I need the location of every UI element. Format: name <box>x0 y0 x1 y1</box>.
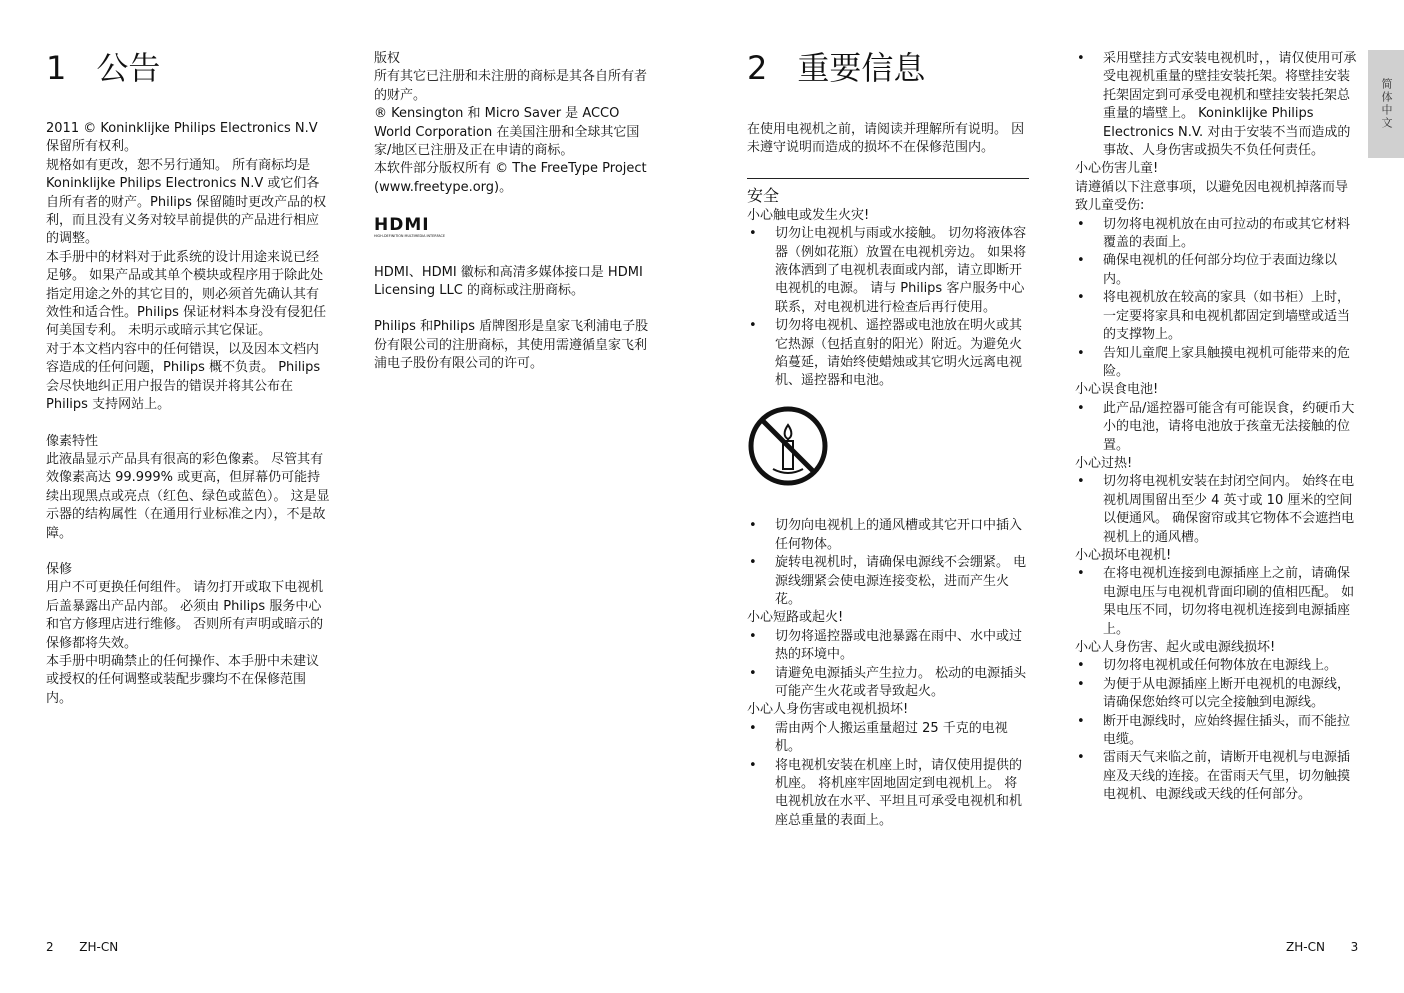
short-circuit-list <box>747 628 1029 702</box>
list-item: • 告知儿童爬上家具触摸电视机可能带来的危险。 <box>1075 345 1359 382</box>
safety-heading: 安全 <box>747 185 780 205</box>
hdmi-logo <box>374 215 464 245</box>
fire-list-2 <box>747 517 1029 609</box>
list-item: • 需由两个人搬运重量超过 25 千克的电视机。 <box>747 720 1029 757</box>
list-item: • 在将电视机连接到电源插座上之前，请确保电源电压与电视机背面印刷的值相匹配。 如果电压不同，切勿将电视机连接到电源插座上。 <box>1075 565 1359 639</box>
list-item: • 确保电视机的任何部分均位于表面边缘以内。 <box>1075 252 1359 289</box>
warranty-heading: 保修 <box>46 561 73 577</box>
list-item: • 切勿向电视机上的通风槽或其它开口中插入任何物体。 <box>747 517 1029 554</box>
list-item: • 切勿让电视机与雨或水接触。 切勿将液体容器（例如花瓶）放置在电视机旁边。 如果将液体洒到了电视机表面或内部，请立即断开电视机的电源。 请与 Philips 客户服务中心联系，对电视机进行检查后再行使用。 <box>747 225 1029 317</box>
list-item: • 雷雨天气来临之前，请断开电视机与电源插座及天线的连接。在雷雨天气里，切勿触摸电视机、电源线或天线的任何部分。 <box>1075 749 1359 804</box>
list-item: • 请避免电源插头产生拉力。 松动的电源插头可能产生火花或者导致起火。 <box>747 665 1029 702</box>
list-item: • 采用壁挂方式安装电视机时，，请仅使用可承受电视机重量的壁挂安装托架。将壁挂安装托架固定到可承受电视机和壁挂安装托架总重量的墙壁上。 Koninklijke Philips Electronics N.V. 对由于安装不当而造成的事故、人身伤害或损失不负任何责任。 <box>1075 50 1359 160</box>
footer-language: ZH-CN <box>1286 940 1325 954</box>
list-item: • 切勿将电视机放在由可拉动的布或其它材料覆盖的表面上。 <box>1075 216 1359 253</box>
no-candle-icon <box>747 405 1029 493</box>
notice-paragraph: 本手册中的材料对于此系统的设计用途来说已经足够。 如果产品或其单个模块或程序用于除此处指定用途之外的其它目的，则必须首先确认其有效性和适合性。Philips 保证材料本身没有侵犯任何美国专利。 未明示或暗示其它保证。 <box>46 249 327 339</box>
warranty-paragraph: 本手册中明确禁止的任何操作、本手册中未建议或授权的任何调整或装配步骤均不在保修范围内。 <box>46 653 320 706</box>
child-heading: 小心伤害儿童! <box>1075 161 1159 177</box>
notice-paragraph: 对于本文档内容中的任何错误，以及因本文档内容造成的任何问题，Philips 概不负责。 Philips 会尽快地纠正用户报告的错误并将其公布在 Philips 支持网站上。 <box>46 341 321 413</box>
philips-paragraph: Philips 和Philips 盾牌图形是皇家飞利浦电子股份有限公司的注册商标，其使用需遵循皇家飞利浦电子股份有限公司的许可。 <box>374 319 649 372</box>
list-item: • 断开电源线时，应始终握住插头，而不能拉电缆。 <box>1075 713 1359 750</box>
battery-heading: 小心误食电池! <box>1075 382 1159 398</box>
injury-list <box>747 720 1029 830</box>
svg-text:HDMI: HDMI <box>374 215 430 236</box>
fire-heading: 小心触电或发生火灾! <box>747 207 870 223</box>
intro-paragraph: 在使用电视机之前，请阅读并理解所有说明。 因未遵守说明而造成的损坏不在保修范围内。 <box>747 122 1025 156</box>
hdmi-paragraph: HDMI、HDMI 徽标和高清多媒体接口是 HDMI Licensing LLC 的商标或注册商标。 <box>374 264 643 299</box>
pixel-heading: 像素特性 <box>46 433 99 449</box>
warranty-paragraph: 用户不可更换任何组件。 请勿打开或取下电视机后盖暴露出产品内部。 必须由 Philips 服务中心和官方修理店进行维修。 否则所有声明或暗示的保修都将失效。 <box>46 580 324 651</box>
right-column-1 <box>747 50 1029 830</box>
tv-damage-list <box>1075 565 1359 639</box>
child-list <box>1075 216 1359 382</box>
left-column-2 <box>374 50 650 374</box>
page-number: 2 <box>46 940 54 954</box>
list-item: • 旋转电视机时，请确保电源线不会绷紧。 电源线绷紧会使电源连接变松，进而产生火花。 <box>747 554 1029 609</box>
cable-list <box>1075 657 1359 804</box>
page-number: 3 <box>1350 940 1359 954</box>
notice-paragraph: 规格如有更改，恕不另行通知。 所有商标均是Koninklijke Philips Electronics N.V 或它们各自所有者的财产。Philips 保留随时更改产品的权利，而且没有义务对较早前提供的产品进行相应的调整。 <box>46 157 327 247</box>
child-intro: 请遵循以下注意事项，以避免因电视机掉落而导致儿童受伤: <box>1075 179 1349 214</box>
footer-language: ZH-CN <box>79 940 119 954</box>
section-1-title: 1 公告 <box>46 49 161 87</box>
list-item: • 为便于从电源插座上断开电视机的电源线，请确保您始终可以完全接触到电源线。 <box>1075 676 1359 713</box>
list-item: • 切勿将电视机安装在封闭空间内。 始终在电视机周围留出至少 4 英寸或 10 厘米的空间以便通风。 确保窗帘或其它物体不会遮挡电视机上的通风槽。 <box>1075 473 1359 547</box>
copyright-paragraph: ® Kensington 和 Micro Saver 是 ACCO World Corporation 在美国注册和全球其它国家/地区已注册及正在申请的商标。 <box>374 106 640 159</box>
fire-list <box>747 225 1029 391</box>
list-item: • 将电视机放在较高的家具（如书柜）上时，一定要将家具和电视机都固定到墙壁或适当的支撑物上。 <box>1075 289 1359 344</box>
list-item: • 切勿将遥控器或电池暴露在雨中、水中或过热的环境中。 <box>747 628 1029 665</box>
cable-heading: 小心人身伤害、起火或电源线损坏! <box>1075 640 1276 655</box>
left-column-1 <box>46 50 330 708</box>
svg-text:HIGH-DEFINITION MULTIMEDIA INT: HIGH-DEFINITION MULTIMEDIA INTERFACE <box>374 234 446 239</box>
overheat-list <box>1075 473 1359 547</box>
copyright-paragraph: 所有其它已注册和未注册的商标是其各自所有者的财产。 <box>374 69 648 103</box>
notice-paragraph: 2011 © Koninklijke Philips Electronics N.V 保留所有权利。 <box>46 121 318 155</box>
section-2-title: 2 重要信息 <box>747 49 926 87</box>
copyright-heading: 版权 <box>374 51 401 66</box>
footer-right <box>1286 940 1358 954</box>
tv-damage-heading: 小心损坏电视机! <box>1075 547 1172 563</box>
footer-left <box>46 940 118 954</box>
list-item: • 切勿将电视机或任何物体放在电源线上。 <box>1075 657 1359 675</box>
battery-list <box>1075 400 1359 455</box>
injury-heading: 小心人身伤害或电视机损坏! <box>747 702 909 718</box>
pixel-paragraph: 此液晶显示产品具有很高的彩色像素。 尽管其有效像素高达 99.999% 或更高，但屏幕仍可能持续出现黑点或亮点（红色、绿色或蓝色）。 这是显示器的结构属性（在通用行业标准之内），不是故障。 <box>46 451 330 541</box>
list-item: • 将电视机安装在机座上时，请仅使用提供的机座。 将机座牢固地固定到电视机上。 将电视机放在水平、平坦且可承受电视机和机座总重量的表面上。 <box>747 757 1029 831</box>
right-column-2 <box>1075 50 1359 805</box>
short-circuit-heading: 小心短路或起火! <box>747 610 844 626</box>
wall-mount-list <box>1075 50 1359 160</box>
divider <box>747 178 1029 179</box>
overheat-heading: 小心过热! <box>1075 455 1133 471</box>
list-item: • 此产品/遥控器可能含有可能误食，约硬币大小的电池，请将电池放于孩童无法接触的位置。 <box>1075 400 1359 455</box>
copyright-paragraph: 本软件部分版权所有 © The FreeType Project (www.freetype.org)。 <box>374 161 647 195</box>
list-item: • 切勿将电视机、遥控器或电池放在明火或其它热源（包括直射的阳光）附近。为避免火焰蔓延，请始终使蜡烛或其它明火远离电视机、遥控器和电池。 <box>747 317 1029 391</box>
language-side-tab: 简体中文 <box>1368 50 1404 158</box>
